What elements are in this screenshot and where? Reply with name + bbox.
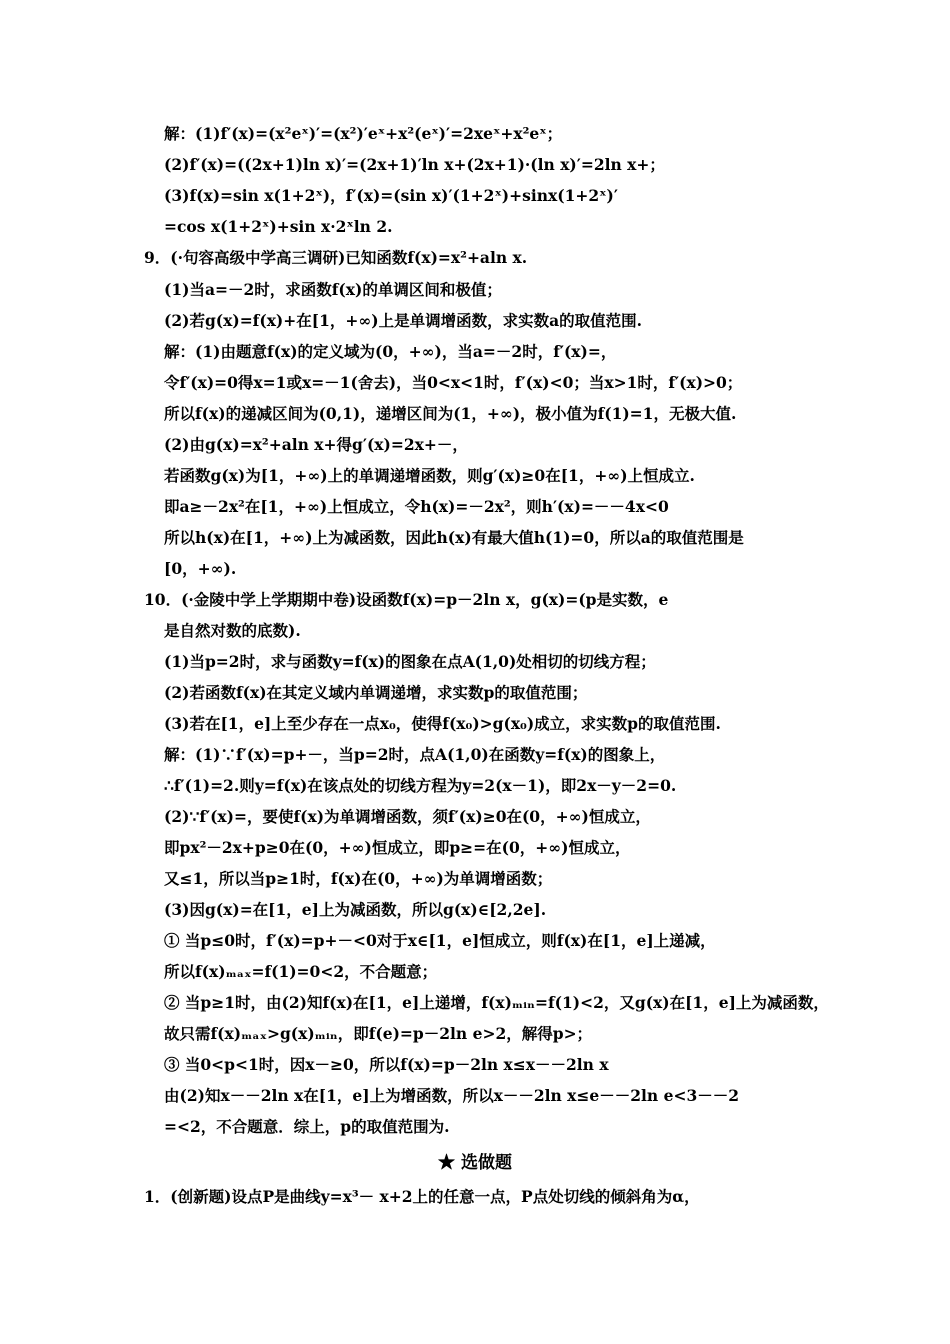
text-line: =<2，不合题意．综上，p的取值范围为. [164, 1117, 450, 1136]
text-line: (2)∵f′(x)=，要使f(x)为单调增函数，须f′(x)≥0在(0，+∞)恒成立， [164, 807, 651, 826]
text-line: 令f′(x)=0得x=1或x=－1(舍去)，当0<x<1时，f′(x)<0；当x>1时，f′(x)>0； [164, 373, 743, 392]
text-line: (2)由g(x)=x²+aln x+得g′(x)=2x+－， [164, 435, 468, 454]
text-line: 所以f(x)的递减区间为(0,1)，递增区间为(1，+∞)，极小值为f(1)=1，无极大值. [164, 404, 737, 423]
section-heading: ★ 选做题 [438, 1153, 512, 1173]
text-line: [0，+∞). [164, 559, 237, 578]
text-line: (3)f(x)=sin x(1+2ˣ)，f′(x)=(sin x)′(1+2ˣ)+sinx(1+2ˣ)′ [164, 186, 618, 205]
text-line: 解：(1)∵f′(x)=p+－，当p=2时，点A(1,0)在函数y=f(x)的图象上， [164, 745, 666, 764]
text-line: 由(2)知x－－2ln x在[1，e]上为增函数，所以x－－2ln x≤e－－2ln e<3－－2 [164, 1086, 740, 1105]
text-line: ∴f′(1)=2.则y=f(x)在该点处的切线方程为y=2(x－1)，即2x－y－2=0. [164, 776, 677, 795]
text-line: ① 当p≤0时，f′(x)=p+－<0对于x∈[1，e]恒成立，则f(x)在[1，e]上递减， [164, 931, 716, 950]
text-line: (3)若在[1，e]上至少存在一点x₀，使得f(x₀)>g(x₀)成立，求实数p的取值范围. [164, 714, 721, 733]
question-10-heading: 10．(·金陵中学上学期期中卷)设函数f(x)=p－2ln x，g(x)=(p是实数，e [144, 590, 669, 609]
text-line: ② 当p≥1时，由(2)知f(x)在[1，e]上递增，f(x)ₘᵢₙ=f(1)<2，又g(x)在[1，e]上为减函数， [164, 993, 829, 1012]
text-line: ③ 当0<p<1时，因x－≥0，所以f(x)=p－2ln x≤x－－2ln x [164, 1055, 609, 1074]
text-line: =cos x(1+2ˣ)+sin x·2ˣln 2. [164, 217, 393, 236]
question-9-heading: 9．(·句容高级中学高三调研)已知函数f(x)=x²+aln x. [144, 248, 528, 267]
text-line: 又≤1，所以当p≥1时，f(x)在(0，+∞)为单调增函数； [164, 869, 553, 888]
text-line: 所以f(x)ₘₐₓ=f(1)=0<2，不合题意； [164, 962, 438, 981]
text-line: 故只需f(x)ₘₐₓ>g(x)ₘᵢₙ，即f(e)=p－2ln e>2，解得p>； [164, 1024, 593, 1043]
text-line: 是自然对数的底数). [164, 621, 301, 640]
text-line: (1)当p=2时，求与函数y=f(x)的图象在点A(1,0)处相切的切线方程； [164, 652, 656, 671]
text-line: 解：(1)f′(x)=(x²eˣ)′=(x²)′eˣ+x²(eˣ)′=2xeˣ+x²eˣ； [164, 124, 563, 143]
text-line: 若函数g(x)为[1，+∞)上的单调递增函数，则g′(x)≥0在[1，+∞)上恒成立. [164, 466, 695, 485]
text-line: 解：(1)由题意f(x)的定义域为(0，+∞)，当a=－2时，f′(x)=， [164, 342, 617, 361]
question-1-heading: 1．(创新题)设点P是曲线y=x³－ x+2上的任意一点，P点处切线的倾斜角为α， [144, 1187, 700, 1206]
text-line: 即px²－2x+p≥0在(0，+∞)恒成立，即p≥=在(0，+∞)恒成立， [164, 838, 631, 857]
text-line: 即a≥－2x²在[1，+∞)上恒成立，令h(x)=－2x²，则h′(x)=－－4x<0 [164, 497, 669, 516]
text-line: (3)因g(x)=在[1，e]上为减函数，所以g(x)∈[2,2e]. [164, 900, 547, 919]
text-line: 所以h(x)在[1，+∞)上为减函数，因此h(x)有最大值h(1)=0，所以a的取值范围是 [164, 528, 744, 547]
text-line: (2)f′(x)=((2x+1)ln x)′=(2x+1)′ln x+(2x+1)·(ln x)′=2ln x+； [164, 155, 665, 174]
text-line: (2)若g(x)=f(x)+在[1，+∞)上是单调增函数，求实数a的取值范围. [164, 311, 643, 330]
text-line: (1)当a=－2时，求函数f(x)的单调区间和极值； [164, 280, 502, 299]
text-line: (2)若函数f(x)在其定义域内单调递增，求实数p的取值范围； [164, 683, 588, 702]
